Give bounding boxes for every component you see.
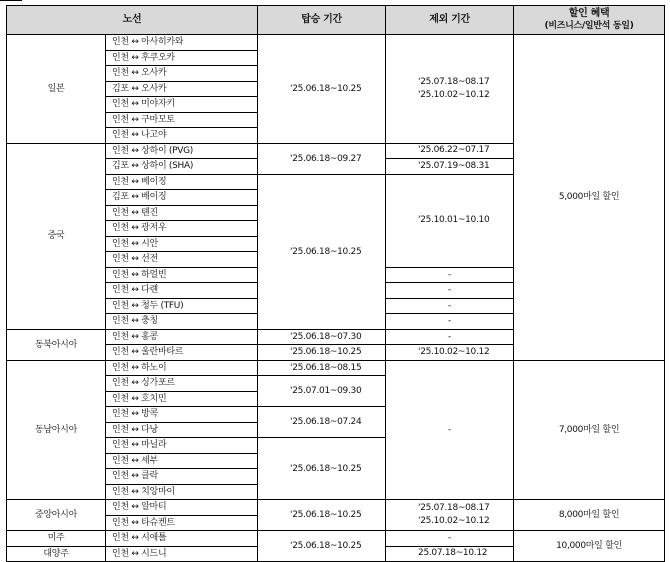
- header-row: [7, 6, 665, 35]
- boarding-period-cell: '25.06.18~10.25: [258, 531, 386, 562]
- exclusion-period-cell: '25.10.01~10.10: [386, 174, 514, 267]
- exclusion-period-cell: -: [386, 267, 514, 283]
- region-ne-asia: 동북아시아: [7, 329, 106, 360]
- exclusion-period-cell: -: [386, 329, 514, 345]
- boarding-period-cell: '25.06.18~07.30: [258, 329, 386, 345]
- exclusion-period-cell: '25.10.02~10.12: [386, 345, 514, 361]
- route-cell: 인천 ↔ 구마모토: [106, 112, 258, 128]
- route-cell: 김포 ↔ 상하이 (SHA): [106, 159, 258, 175]
- route-cell: 인천 ↔ 다롄: [106, 283, 258, 299]
- region-americas: 미주: [7, 531, 106, 547]
- route-cell: 인천 ↔ 알마티: [106, 500, 258, 516]
- header-route: 노선: [7, 6, 258, 35]
- route-cell: 인천 ↔ 치앙마이: [106, 484, 258, 500]
- exclusion-period-cell: -: [386, 298, 514, 314]
- boarding-period-cell: '25.06.18~10.25: [258, 35, 386, 144]
- benefit-cell: 5,000마일 할인: [514, 35, 665, 361]
- route-cell: 인천 ↔ 타슈켄트: [106, 515, 258, 531]
- header-exclusion-period: 제외 기간: [386, 6, 514, 35]
- route-cell: 인천 ↔ 아사히카와: [106, 35, 258, 51]
- route-cell: 인천 ↔ 상하이 (PVG): [106, 143, 258, 159]
- boarding-period-cell: '25.06.18~10.25: [258, 345, 386, 361]
- route-cell: 인천 ↔ 홍콩: [106, 329, 258, 345]
- exclusion-line: '25.07.18~08.17: [418, 76, 490, 87]
- route-cell: 인천 ↔ 하노이: [106, 360, 258, 376]
- route-cell: 인천 ↔ 오사카: [106, 66, 258, 82]
- table-row: [7, 500, 665, 516]
- route-cell: 인천 ↔ 후쿠오카: [106, 50, 258, 66]
- exclusion-period-cell: [386, 500, 514, 531]
- route-cell: 인천 ↔ 미야자키: [106, 97, 258, 113]
- route-cell: 인천 ↔ 시안: [106, 236, 258, 252]
- header-benefit: [514, 6, 665, 35]
- route-cell: 인천 ↔ 선전: [106, 252, 258, 268]
- region-se-asia: 동남아시아: [7, 360, 106, 500]
- exclusion-period-cell: '25.06.22~07.17: [386, 143, 514, 159]
- exclusion-period-cell: 25.07.18~10.12: [386, 546, 514, 562]
- table-row: [7, 360, 665, 376]
- boarding-period-cell: '25.06.18~10.25: [258, 174, 386, 329]
- exclusion-line: '25.10.02~10.12: [418, 89, 490, 100]
- route-cell: 인천 ↔ 세부: [106, 453, 258, 469]
- region-china: 중국: [7, 143, 106, 329]
- benefit-cell: 10,000마일 할인: [514, 531, 665, 562]
- mileage-discount-table: [6, 5, 665, 562]
- boarding-period-cell: '25.06.18~10.25: [258, 438, 386, 500]
- boarding-period-cell: '25.06.18~09.27: [258, 143, 386, 174]
- route-cell: 인천 ↔ 울란바타르: [106, 345, 258, 361]
- route-cell: 인천 ↔ 하얼빈: [106, 267, 258, 283]
- exclusion-line: '25.07.18~08.17: [418, 503, 490, 513]
- exclusion-line: '25.10.02~10.12: [418, 516, 490, 526]
- route-cell: 인천 ↔ 광저우: [106, 221, 258, 237]
- boarding-period-cell: '25.06.18~08.15: [258, 360, 386, 376]
- region-central-asia: 중앙아시아: [7, 500, 106, 531]
- benefit-cell: 8,000마일 할인: [514, 500, 665, 531]
- route-cell: 인천 ↔ 다낭: [106, 422, 258, 438]
- route-cell: 인천 ↔ 싱가포르: [106, 376, 258, 392]
- route-cell: 인천 ↔ 시애틀: [106, 531, 258, 547]
- route-cell: 인천 ↔ 마닐라: [106, 438, 258, 454]
- route-cell: 인천 ↔ 클락: [106, 469, 258, 485]
- region-japan: 일본: [7, 35, 106, 144]
- route-cell: 인천 ↔ 방콕: [106, 407, 258, 423]
- route-cell: 인천 ↔ 톈진: [106, 205, 258, 221]
- boarding-period-cell: '25.06.18~07.24: [258, 407, 386, 438]
- region-oceania: 대양주: [7, 546, 106, 562]
- route-cell: 김포 ↔ 오사카: [106, 81, 258, 97]
- table-row: [7, 35, 665, 51]
- top-line-fragment: [0, 0, 22, 4]
- route-cell: 인천 ↔ 충칭: [106, 314, 258, 330]
- exclusion-period-cell: -: [386, 314, 514, 330]
- header-benefit-title: 할인 혜택: [568, 8, 610, 19]
- boarding-period-cell: '25.07.01~09.30: [258, 376, 386, 407]
- exclusion-period-cell: [386, 35, 514, 144]
- route-cell: 인천 ↔ 나고야: [106, 128, 258, 144]
- header-benefit-subtitle: (비즈니스/일반석 동일): [544, 21, 634, 31]
- route-cell: 인천 ↔ 청두 (TFU): [106, 298, 258, 314]
- table-row: [7, 531, 665, 547]
- exclusion-period-cell: '25.07.19~08.31: [386, 159, 514, 175]
- header-boarding-period: 탑승 기간: [258, 6, 386, 35]
- route-cell: 김포 ↔ 베이징: [106, 190, 258, 206]
- route-cell: 인천 ↔ 호치민: [106, 391, 258, 407]
- benefit-cell: 7,000마일 할인: [514, 360, 665, 500]
- route-cell: 인천 ↔ 시드니: [106, 546, 258, 562]
- route-cell: 인천 ↔ 베이징: [106, 174, 258, 190]
- boarding-period-cell: '25.06.18~10.25: [258, 500, 386, 531]
- exclusion-period-cell: -: [386, 283, 514, 299]
- exclusion-period-cell: -: [386, 531, 514, 547]
- exclusion-period-cell: -: [386, 360, 514, 500]
